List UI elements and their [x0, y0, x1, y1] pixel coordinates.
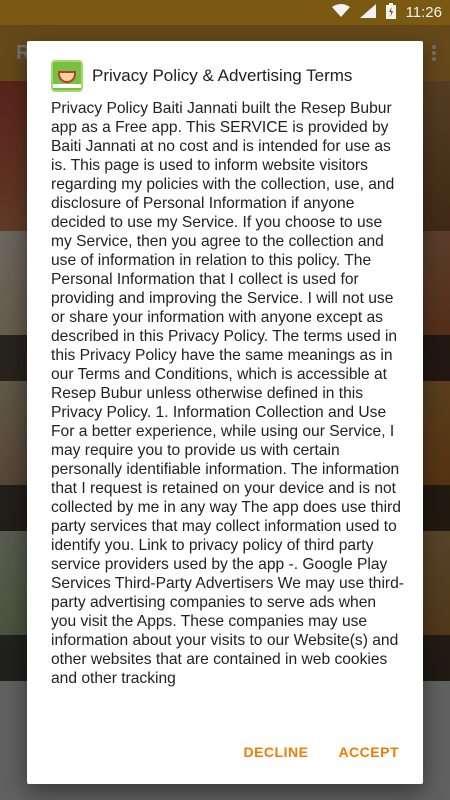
dialog-actions [243, 744, 399, 760]
wifi-icon [332, 4, 350, 21]
privacy-dialog [27, 41, 423, 784]
decline-button[interactable]: DECLINE [243, 744, 309, 760]
battery-icon [386, 3, 396, 22]
status-time: 11:26 [405, 4, 442, 21]
status-bar [0, 0, 450, 25]
dialog-header [51, 60, 352, 92]
app-logo-icon [51, 60, 83, 92]
signal-icon [360, 4, 376, 21]
dialog-body-text[interactable]: Privacy Policy Baiti Jannati built the Resep Bubur app as a Free app. This SERVICE is provided by Baiti Jannati at no cost and is intended for use as is. This page is used to inform website visitors regarding my policies with the collection, use, and disclosure of Personal Information if anyone decided to use my Service. If you choose to use my Service, then you agree to the collection and use of information in relation to this policy. The Personal Information that I collect is used for providing and improving the Service. I will not use or share your information with anyone except as described in this Privacy Policy. The terms used in this Privacy Policy have the same meanings as in our Terms and Conditions, which is accessible at Resep Bubur unless otherwise defined in this Privacy Policy. 1. Information Collection and Use For a better experience, while using our Service, I may require you to provide us with certain personally identifiable information. The information that I request is retained on your device and is not collected by me in any way The app does use third party services that may collect information used to identify you. Link to privacy policy of third party service providers used by the app -. Google Play Services Third-Party Advertisers We may use third-party advertising companies to serve ads when you visit the Apps. These companies may use information about your visits to our Website(s) and other websites that are contained in web cookies and other tracking [51, 100, 404, 687]
accept-button[interactable]: ACCEPT [338, 744, 399, 760]
dialog-title: Privacy Policy & Advertising Terms [92, 66, 353, 85]
